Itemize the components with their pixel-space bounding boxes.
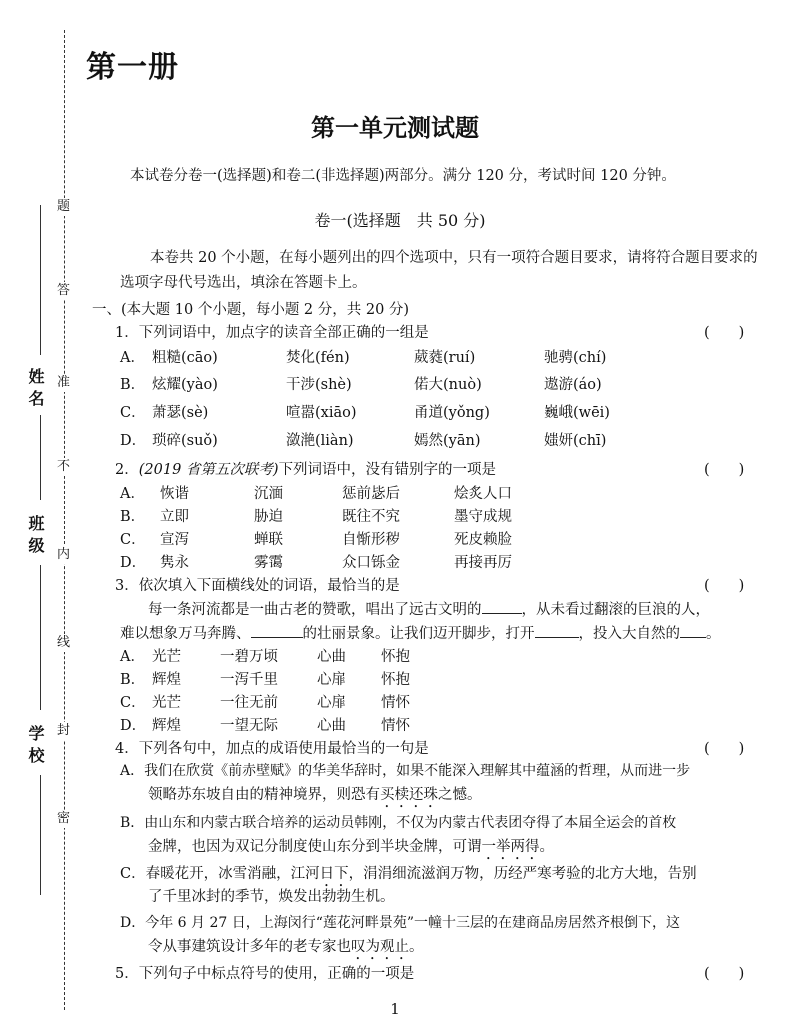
option-choice: 潋滟(liàn) [286,433,354,449]
option-choice: 琐碎(suǒ) [152,433,218,449]
exam-intro: 本试卷分卷一(选择题)和卷二(非选择题)两部分。满分 120 分，考试时间 120 分钟。 [130,168,676,184]
option-choice: 甬道(yǒng) [414,405,490,421]
option-choice: 一望无际 [220,718,278,734]
option-choice: 惩前毖后 [342,486,400,502]
q3-stem: 3．依次填入下面横线处的词语，最恰当的是 [115,578,400,594]
option-choice: 干涉(shè) [286,377,352,393]
option-choice: 喧嚣(xiāo) [286,405,357,421]
seal-char: 不 [57,459,71,474]
fill-blank[interactable] [680,623,706,638]
option-choice: 嫣然(yān) [414,433,481,449]
q2-option-c[interactable] [120,528,512,549]
passage-text: 难以想象万马奔腾、 [120,626,251,642]
option-choice: 遨游(áo) [544,377,602,393]
unit-title: 第一单元测试题 [311,114,479,142]
seal-char: 准 [57,375,71,390]
seal-char: 密 [57,811,71,826]
passage-text: ，从未看过翻滚的巨浪的人， [521,602,710,618]
option-choice: 胁迫 [254,509,283,525]
option-choice: 再接再厉 [454,555,512,571]
option-letter: B． [120,377,146,393]
seal-char: 答 [57,283,71,298]
q2-source: (2019 省第五次联考) [138,462,279,478]
option-text: 领略苏东坡自由的精神境界，则恐有 [148,787,380,803]
option-choice: 蝉联 [254,532,283,548]
q2-option-a[interactable] [120,482,512,503]
option-letter: D． [120,433,147,449]
option-text: 金牌，也因为双记分制度使山东分到半块金牌，可谓 [148,839,482,855]
option-text: 。 [409,939,424,955]
option-letter: B． [120,509,146,525]
option-choice: 偌大(nuò) [414,377,482,393]
instructions-text: 本卷共 20 个小题，在每小题列出的四个选项中，只有一项符合题目要求，请将符合题目要求的选项字母代号选出，填涂在答题卡上。 [120,250,758,291]
option-choice: 众口铄金 [342,555,400,571]
option-choice: 葳蕤(ruí) [414,350,476,366]
q4-stem: 4．下列各句中，加点的成语使用最恰当的一句是 [115,741,429,757]
dotted-idiom: 日下 [319,866,349,882]
q4-option-b-line1[interactable]: B．由山东和内蒙古联合培养的运动员韩刚，不仅为内蒙古代表团夺得了本届全运会的首枚 [120,815,677,831]
fill-blank[interactable] [482,599,522,614]
q1-option-c[interactable] [120,401,610,422]
option-letter: B． [120,672,146,688]
option-choice: 一往无前 [220,695,278,711]
q3-passage-line1 [148,598,710,619]
q4-option-b-line2[interactable] [148,835,554,863]
instructions [120,246,760,296]
class-underline [40,565,41,710]
option-choice: 怀抱 [381,672,410,688]
option-letter: A． [120,486,145,502]
q3-option-a[interactable] [120,645,410,666]
q1-option-a[interactable] [120,346,606,367]
fill-blank[interactable] [251,623,303,638]
name-label: 姓名 [26,368,45,412]
passage-text: 每一条河流都是一曲古老的赞歌，唱出了远古文明的 [148,602,482,618]
option-letter: C． [120,405,146,421]
option-choice: 恢谐 [160,486,189,502]
q2-stem [115,458,496,479]
q2-option-b[interactable] [120,505,512,526]
option-choice: 自惭形秽 [342,532,400,548]
option-choice: 一碧万顷 [220,649,278,665]
name-underline-lower [40,415,41,500]
option-choice: 宣泻 [160,532,189,548]
class-label: 班级 [26,515,45,559]
option-choice: 一泻千里 [220,672,278,688]
seal-char: 题 [57,199,71,214]
dotted-idiom: 一举两得 [481,839,540,855]
q4-option-d-line1[interactable]: D．今年 6 月 27 日，上海闵行“莲花河畔景苑”一幢十三层的在建商品房居然齐根倒下，这 [120,915,681,931]
q4-answer-paren[interactable]: ( ) [704,741,745,757]
q1-stem: 1．下列词语中，加点字的读音全部正确的一组是 [115,325,429,341]
dotted-idiom: 买椟还珠 [380,787,438,803]
seal-char: 线 [57,635,71,650]
dotted-idiom: 叹为观止 [351,939,409,955]
q1-answer-paren[interactable]: ( ) [704,325,745,341]
q5-stem: 5．下列句子中标点符号的使用，正确的一项是 [115,966,415,982]
option-text: 。 [539,839,554,855]
option-choice: 怀抱 [381,649,410,665]
option-text: C．春暖花开，冰雪消融，江河 [120,866,320,882]
option-choice: 辉煌 [152,718,181,734]
option-choice: 炫耀(yào) [152,377,218,393]
option-choice: 光芒 [152,649,181,665]
option-letter: D． [120,718,147,734]
option-letter: C． [120,695,146,711]
option-choice: 心曲 [317,649,346,665]
option-choice: 死皮赖脸 [454,532,512,548]
option-letter: A． [120,649,145,665]
q3-option-c[interactable] [120,691,410,712]
option-choice: 沉湎 [254,486,283,502]
q2-option-d[interactable] [120,551,512,572]
passage-text: ，投入大自然的 [578,626,680,642]
option-choice: 媸妍(chī) [544,433,607,449]
option-choice: 焚化(fén) [286,350,350,366]
q2-number: 2． [115,462,139,478]
option-choice: 情怀 [381,695,410,711]
option-choice: 粗糙(cāo) [152,350,218,366]
page-number: 1 [390,1000,400,1018]
option-choice: 心曲 [317,718,346,734]
option-text: 之憾。 [438,787,482,803]
q4-option-a-line1[interactable]: A．我们在欣赏《前赤壁赋》的华美华辞时，如果不能深入理解其中蕴涵的哲理，从而进一步 [120,763,691,779]
option-choice: 情怀 [381,718,410,734]
school-label: 学校 [26,725,45,769]
option-choice: 隽永 [160,555,189,571]
q2-stem-text: 下列词语中，没有错别字的一项是 [278,462,497,478]
seal-char: 封 [57,723,71,738]
option-choice: 心扉 [317,695,346,711]
seal-char: 内 [57,547,71,562]
option-letter: C． [120,532,146,548]
option-letter: D． [120,555,147,571]
q3-passage-line2 [120,622,721,643]
passage-text: 。 [706,626,721,642]
fill-blank[interactable] [535,623,579,638]
option-choice: 驰骋(chí) [544,350,607,366]
q4-option-d-line2[interactable] [148,935,424,963]
q1-option-d[interactable] [120,429,606,450]
q4-option-a-line2[interactable] [148,783,482,811]
passage-text: 的壮丽景象。让我们迈开脚步，打开 [302,626,535,642]
option-choice: 光芒 [152,695,181,711]
option-choice: 萧瑟(sè) [152,405,209,421]
q5-answer-paren[interactable]: ( ) [704,966,745,982]
option-choice: 巍峨(wēi) [544,405,610,421]
q3-option-d[interactable] [120,714,410,735]
option-choice: 立即 [160,509,189,525]
section-header: 一、(本大题 10 个小题，每小题 2 分，共 20 分) [92,302,410,318]
option-choice: 雾霭 [254,555,283,571]
q2-answer-paren[interactable]: ( ) [704,462,745,478]
option-choice: 心扉 [317,672,346,688]
option-choice: 墨守成规 [454,509,512,525]
option-choice: 辉煌 [152,672,181,688]
option-text: ，涓涓细流滋润万物，历经严寒考验的北方大地，告别 [348,866,697,882]
q4-option-c-line2[interactable]: 了千里冰封的季节，焕发出勃勃生机。 [148,889,395,905]
option-choice: 烩炙人口 [454,486,512,502]
binding-dashed-line [64,30,65,1010]
option-text: 令从事建筑设计多年的老专家也 [148,939,351,955]
q3-answer-paren[interactable]: ( ) [704,578,745,594]
option-letter: A． [120,350,145,366]
q3-option-b[interactable] [120,668,410,689]
q1-option-b[interactable] [120,373,602,394]
volume-title: 卷一(选择题 共 50 分) [314,211,486,230]
option-choice: 既往不究 [342,509,400,525]
school-underline [40,775,41,895]
book-title: 第一册 [86,50,179,85]
